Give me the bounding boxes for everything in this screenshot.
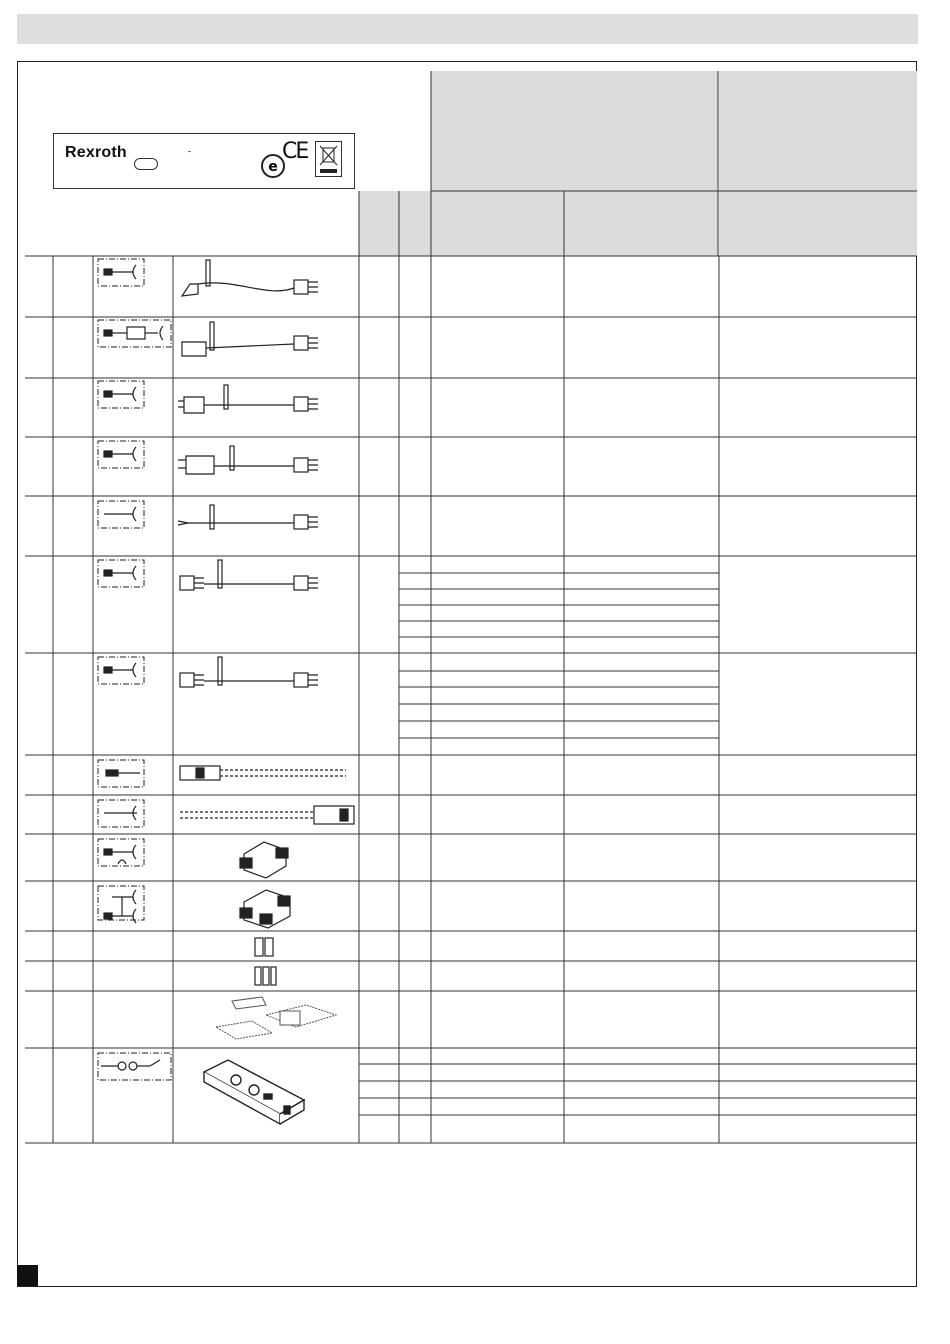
ce-mark-icon: CE <box>282 139 308 164</box>
angled-flat-plug-cable-icon <box>176 320 356 365</box>
strain-relief-set-icon <box>210 993 360 1047</box>
svg-text:e: e <box>268 159 278 175</box>
open-to-socket-cable-icon <box>176 800 358 830</box>
cap-icon <box>252 934 278 960</box>
plug-to-open-cable-icon <box>176 760 358 790</box>
three-way-distributor-icon <box>236 884 298 930</box>
label-tick-icon: ˜ <box>188 150 191 159</box>
brand-logo: Rexroth <box>65 144 127 161</box>
connector-cable-icon <box>176 655 356 700</box>
plug-cap-icon <box>252 963 278 989</box>
three-pin-plug-cable-icon <box>176 381 356 426</box>
us-plug-cable-icon <box>176 440 356 485</box>
socket-strip-icon <box>196 1052 306 1130</box>
angled-schuko-plug-cable-icon <box>176 258 356 308</box>
two-way-distributor-icon <box>236 836 296 880</box>
open-end-cable-icon <box>176 499 356 544</box>
page-corner-marker <box>17 1265 38 1286</box>
connector-cable-icon <box>176 558 356 603</box>
